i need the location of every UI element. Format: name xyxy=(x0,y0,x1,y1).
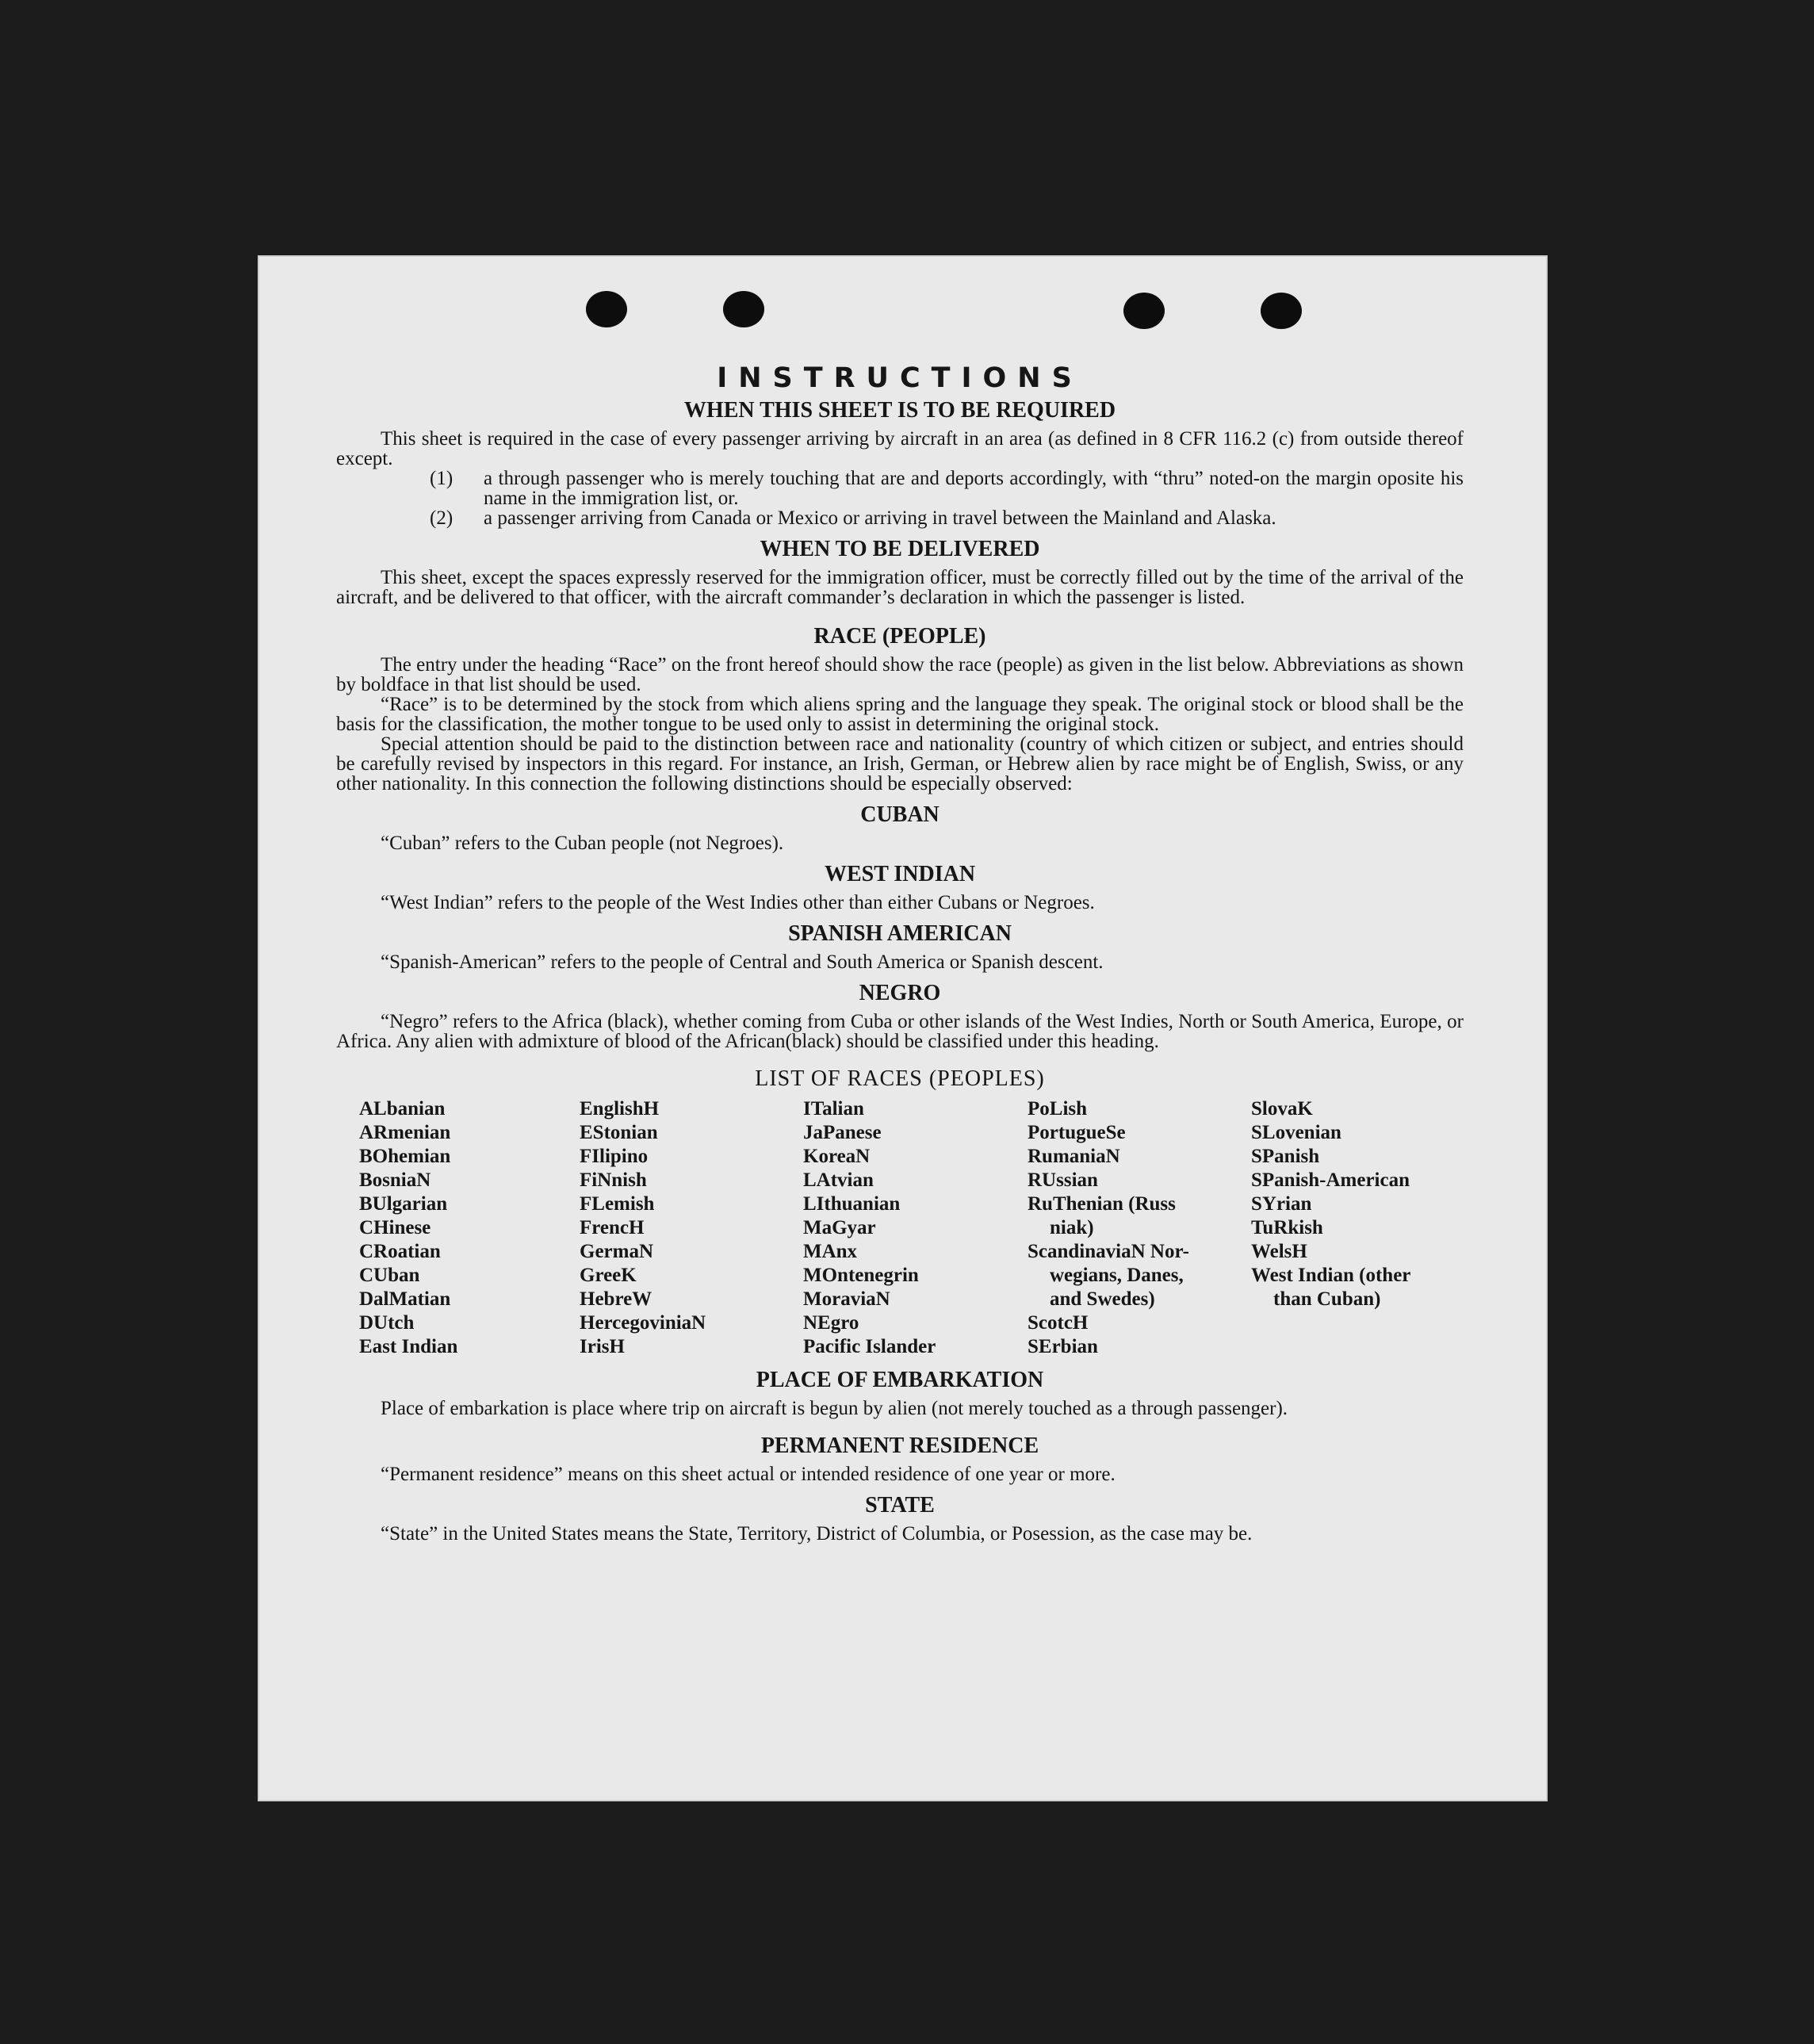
race-entry: SPanish xyxy=(1251,1146,1320,1167)
cuban-text: “Cuban” refers to the Cuban people (not Negroes). xyxy=(381,833,784,854)
race-entry: DUtch xyxy=(359,1312,415,1334)
heading-race: RACE (PEOPLE) xyxy=(813,624,986,649)
races-column xyxy=(803,1097,1028,1359)
race-entry: BOhemian xyxy=(359,1146,451,1167)
race-entry: MaGyar xyxy=(803,1217,876,1238)
race-entry: PoLish xyxy=(1028,1098,1088,1120)
race-entry: NEgro xyxy=(803,1312,859,1334)
race-entry: LAtvian xyxy=(803,1169,874,1191)
race-entry: than Cuban) xyxy=(1273,1288,1381,1310)
race-entry: PortugueSe xyxy=(1028,1122,1126,1143)
heading-embarkation: PLACE OF EMBARKATION xyxy=(756,1368,1044,1392)
race-paragraph: The entry under the heading “Race” on the front hereof should show the race (people) as given in the list below. Abbreviations as shown by boldface in that list should be used. xyxy=(336,654,1464,695)
heading-when-required: WHEN THIS SHEET IS TO BE REQUIRED xyxy=(683,398,1116,423)
west-indian-text: “West Indian” refers to the people of the West Indies other than either Cubans or Negroes. xyxy=(381,892,1095,913)
exception-item-1 xyxy=(430,469,1464,508)
race-entry: ScandinaviaN Nor- xyxy=(1028,1241,1189,1262)
race-entry: FiNnish xyxy=(580,1169,647,1191)
exception-text: a through passenger who is merely touching that are and deports accordingly, with “thru” noted-on the margin oposite his name in the immigration list, or. xyxy=(484,468,1464,509)
race-entry: MoraviaN xyxy=(803,1288,890,1310)
race-entry: EStonian xyxy=(580,1122,658,1143)
race-entry: CHinese xyxy=(359,1217,431,1238)
race-entry: LIthuanian xyxy=(803,1193,901,1215)
exception-number: (2) xyxy=(430,507,454,529)
heading-list-of-races: LIST OF RACES (PEOPLES) xyxy=(755,1066,1045,1091)
race-entry: GreeK xyxy=(580,1265,637,1286)
punch-hole-icon xyxy=(723,291,764,327)
race-entry: CUban xyxy=(359,1265,420,1286)
heading-spanish-american: SPANISH AMERICAN xyxy=(788,921,1012,946)
punch-hole-icon xyxy=(1261,293,1302,329)
race-entry: GermaN xyxy=(580,1241,654,1262)
race-entry: TuRkish xyxy=(1251,1217,1323,1238)
race-entry: ALbanian xyxy=(359,1098,446,1120)
permanent-residence-text: “Permanent residence” means on this sheet actual or intended residence of one year or more. xyxy=(381,1464,1116,1485)
races-column xyxy=(1251,1097,1457,1359)
race-entry: SlovaK xyxy=(1251,1098,1313,1120)
document-page xyxy=(258,255,1548,1801)
race-entry: BUlgarian xyxy=(359,1193,448,1215)
race-entry: FIlipino xyxy=(580,1146,649,1167)
race-entry: RUssian xyxy=(1028,1169,1098,1191)
race-entry: DalMatian xyxy=(359,1288,451,1310)
races-column xyxy=(359,1097,580,1359)
race-entry: niak) xyxy=(1050,1217,1094,1238)
heading-when-delivered: WHEN TO BE DELIVERED xyxy=(760,537,1040,561)
heading-cuban: CUBAN xyxy=(860,802,940,827)
heading-state: STATE xyxy=(865,1493,935,1518)
race-entry: WelsH xyxy=(1251,1241,1307,1262)
race-entry: RuThenian (Russ xyxy=(1028,1193,1176,1215)
races-list xyxy=(359,1097,1464,1359)
race-entry: FrencH xyxy=(580,1217,645,1238)
race-entry: RumaniaN xyxy=(1028,1146,1120,1167)
when-delivered-text: This sheet, except the spaces expressly reserved for the immigration officer, must be correctly filled out by the time of the arrival of the aircraft, and be delivered to that officer, with the aircraft commander’s declaration in which the passenger is listed. xyxy=(336,567,1464,608)
race-entry: CRoatian xyxy=(359,1241,441,1262)
when-required-text: This sheet is required in the case of every passenger arriving by aircraft in an area (as defined in 8 CFR 116.2 (c) from outside thereof except. xyxy=(336,428,1464,469)
race-entry: BosniaN xyxy=(359,1169,431,1191)
races-column xyxy=(1028,1097,1251,1359)
race-entry: SPanish-American xyxy=(1251,1169,1410,1191)
race-entry: SLovenian xyxy=(1251,1122,1341,1143)
race-entry: SErbian xyxy=(1028,1336,1098,1357)
race-entry: IrisH xyxy=(580,1336,625,1357)
heading-permanent-residence: PERMANENT RESIDENCE xyxy=(760,1433,1039,1458)
race-entry: and Swedes) xyxy=(1050,1288,1155,1310)
races-column xyxy=(580,1097,803,1359)
embarkation-text: Place of embarkation is place where trip on aircraft is begun by alien (not merely touched as a through passenger). xyxy=(381,1398,1288,1419)
punch-hole-icon xyxy=(586,291,627,327)
race-entry: Pacific Islander xyxy=(803,1336,936,1357)
race-entry: West Indian (other xyxy=(1251,1265,1411,1286)
race-entry: HercegoviniaN xyxy=(580,1312,706,1334)
race-entry: ITalian xyxy=(803,1098,864,1120)
exception-number: (1) xyxy=(430,468,454,489)
race-entry: FLemish xyxy=(580,1193,655,1215)
heading-west-indian: WEST INDIAN xyxy=(824,862,976,886)
race-paragraph: Special attention should be paid to the distinction between race and nationality (country of which citizen or subject, and entries should be carefully revised by inspectors in this regard. For instance, an Irish, German, or Hebrew alien by race might be of English, Swiss, or any other nationality. In this connection the following distinctions should be especially observed: xyxy=(336,733,1464,794)
race-entry: SYrian xyxy=(1251,1193,1312,1215)
race-entry: ARmenian xyxy=(359,1122,451,1143)
race-entry: ScotcH xyxy=(1028,1312,1089,1334)
race-entry: HebreW xyxy=(580,1288,653,1310)
punch-hole-icon xyxy=(1123,293,1165,329)
state-text: “State” in the United States means the State, Territory, District of Columbia, or Posession, as the case may be. xyxy=(381,1523,1253,1544)
heading-negro: NEGRO xyxy=(859,981,941,1005)
race-entry: wegians, Danes, xyxy=(1050,1265,1184,1286)
page-title: INSTRUCTIONS xyxy=(717,362,1083,394)
instructions-body xyxy=(336,362,1464,1544)
race-entry: JaPanese xyxy=(803,1122,882,1143)
race-entry: EnglishH xyxy=(580,1098,660,1120)
race-entry: East Indian xyxy=(359,1336,458,1357)
race-entry: KoreaN xyxy=(803,1146,871,1167)
negro-text: “Negro” refers to the Africa (black), whether coming from Cuba or other islands of the West Indies, North or South America, Europe, or Africa. Any alien with admixture of blood of the African(black) should be classified under this heading. xyxy=(336,1011,1464,1052)
spanish-american-text: “Spanish-American” refers to the people of Central and South America or Spanish descent. xyxy=(381,951,1104,973)
race-paragraph: “Race” is to be determined by the stock from which aliens spring and the language they speak. The original stock or blood shall be the basis for the classification, the mother tongue to be used only to assist in determining the original stock. xyxy=(336,694,1464,735)
exception-item-2 xyxy=(430,508,1464,528)
race-entry: MAnx xyxy=(803,1241,858,1262)
exception-text: a passenger arriving from Canada or Mexico or arriving in travel between the Mainland and Alaska. xyxy=(484,507,1276,529)
race-entry: MOntenegrin xyxy=(803,1265,919,1286)
